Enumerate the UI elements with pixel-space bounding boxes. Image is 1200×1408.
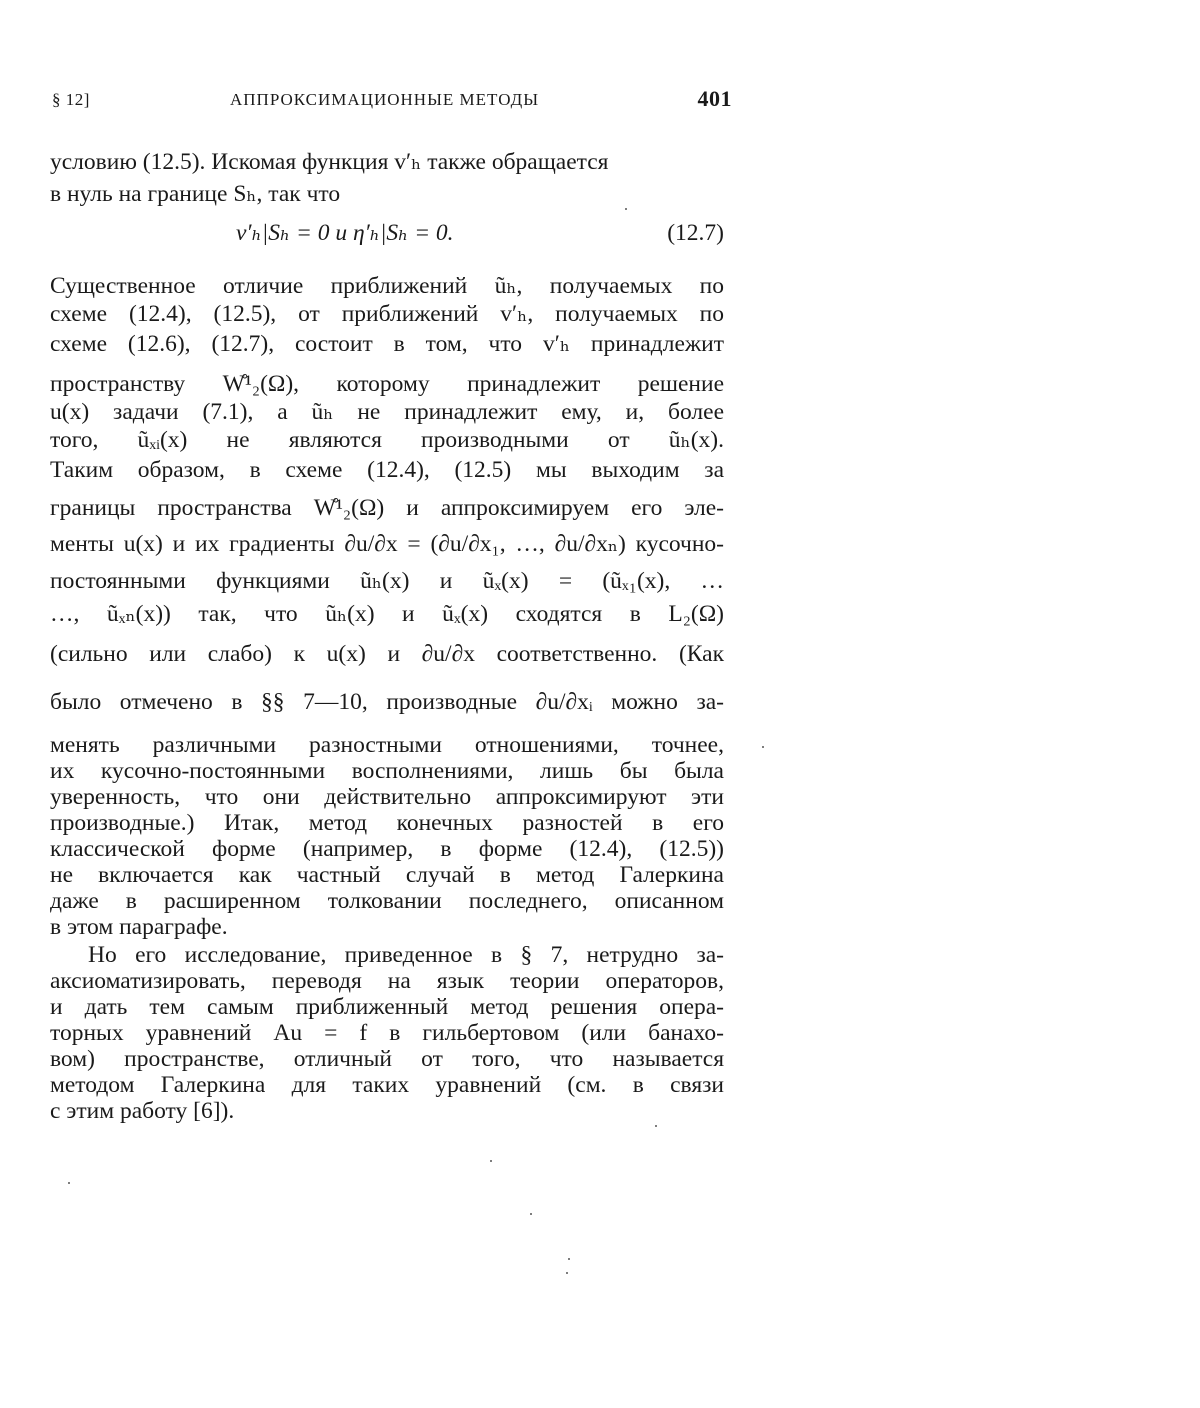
text-line: схеме (12.6), (12.7), состоит в том, что v′ₕ принадлежит bbox=[50, 331, 724, 357]
text-line: их кусочно-постоянными восполнениями, лишь бы была bbox=[50, 758, 724, 784]
text-line: Таким образом, в схеме (12.4), (12.5) мы выходим за bbox=[50, 457, 724, 483]
text-line: того, ũₓᵢ(x) не являются производными от ũₕ(x). bbox=[50, 427, 724, 453]
text-line: в нуль на границе Sₕ, так что bbox=[50, 181, 341, 207]
text-line: аксиоматизировать, переводя на язык теории операторов, bbox=[50, 968, 724, 994]
text-line: Но его исследование, приведенное в § 7, нетрудно за- bbox=[88, 942, 724, 968]
text-line: производные.) Итак, метод конечных разностей в его bbox=[50, 810, 724, 836]
running-header bbox=[52, 86, 732, 114]
text-line: …, ũₓₙ(x)) так, что ũₕ(x) и ũₓ(x) сходятся в L₂(Ω) bbox=[50, 601, 724, 627]
scan-speck bbox=[490, 1160, 492, 1162]
text-line: границы пространства W̊¹₂(Ω) и аппроксимируем его эле- bbox=[50, 495, 724, 521]
running-title: АППРОКСИМАЦИОННЫЕ МЕТОДЫ bbox=[230, 90, 540, 109]
text-line: было отмечено в §§ 7—10, производные ∂u/∂xᵢ можно за- bbox=[50, 689, 724, 715]
text-line: с этим работу [6]). bbox=[50, 1098, 235, 1124]
text-line: в этом параграфе. bbox=[50, 914, 228, 940]
text-line: условию (12.5). Искомая функция v′ₕ также обращается bbox=[50, 149, 609, 175]
text-line: пространству W̊¹₂(Ω), которому принадлежит решение bbox=[50, 371, 724, 397]
scan-speck bbox=[530, 1213, 532, 1215]
text-line: u(x) задачи (7.1), а ũₕ не принадлежит ему, и, более bbox=[50, 399, 724, 425]
text-line: (сильно или слабо) к u(x) и ∂u/∂x соответственно. (Как bbox=[50, 641, 724, 667]
text-line: уверенность, что они действительно аппроксимируют эти bbox=[50, 784, 724, 810]
equation-content: v′ₕ|Sₕ = 0 и η′ₕ|Sₕ = 0. bbox=[236, 220, 454, 246]
text-line: вом) пространстве, отличный от того, что называется bbox=[50, 1046, 724, 1072]
equation-12-7 bbox=[50, 218, 724, 248]
text-line: схеме (12.4), (12.5), от приближений v′ₕ, получаемых по bbox=[50, 301, 724, 327]
text-line: даже в расширенном толковании последнего, описанном bbox=[50, 888, 724, 914]
text-line: менять различными разностными отношениями, точнее, bbox=[50, 732, 724, 758]
equation-number: (12.7) bbox=[667, 220, 724, 246]
text-line: менты u(x) и их градиенты ∂u/∂x = (∂u/∂x₁, …, ∂u/∂xₙ) кусочно- bbox=[50, 531, 724, 557]
scan-speck bbox=[568, 1258, 570, 1260]
text-line: и дать тем самым приближенный метод решения опера- bbox=[50, 994, 724, 1020]
scan-speck bbox=[625, 208, 627, 210]
section-ref: § 12] bbox=[52, 90, 90, 109]
text-line: не включается как частный случай в метод Галеркина bbox=[50, 862, 724, 888]
page-number: 401 bbox=[697, 86, 732, 111]
text-line: методом Галеркина для таких уравнений (см. в связи bbox=[50, 1072, 724, 1098]
scan-speck bbox=[655, 1125, 657, 1127]
text-line: торных уравнений Au = f в гильбертовом (или банахо- bbox=[50, 1020, 724, 1046]
text-line: Существенное отличие приближений ũₕ, получаемых по bbox=[50, 273, 724, 299]
text-line: классической форме (например, в форме (12.4), (12.5)) bbox=[50, 836, 724, 862]
scan-speck bbox=[566, 1272, 568, 1274]
scan-speck bbox=[762, 746, 764, 748]
scan-speck bbox=[68, 1182, 70, 1184]
text-line: постоянными функциями ũₕ(x) и ũₓ(x) = (ũₓ₁(x), … bbox=[50, 568, 724, 594]
